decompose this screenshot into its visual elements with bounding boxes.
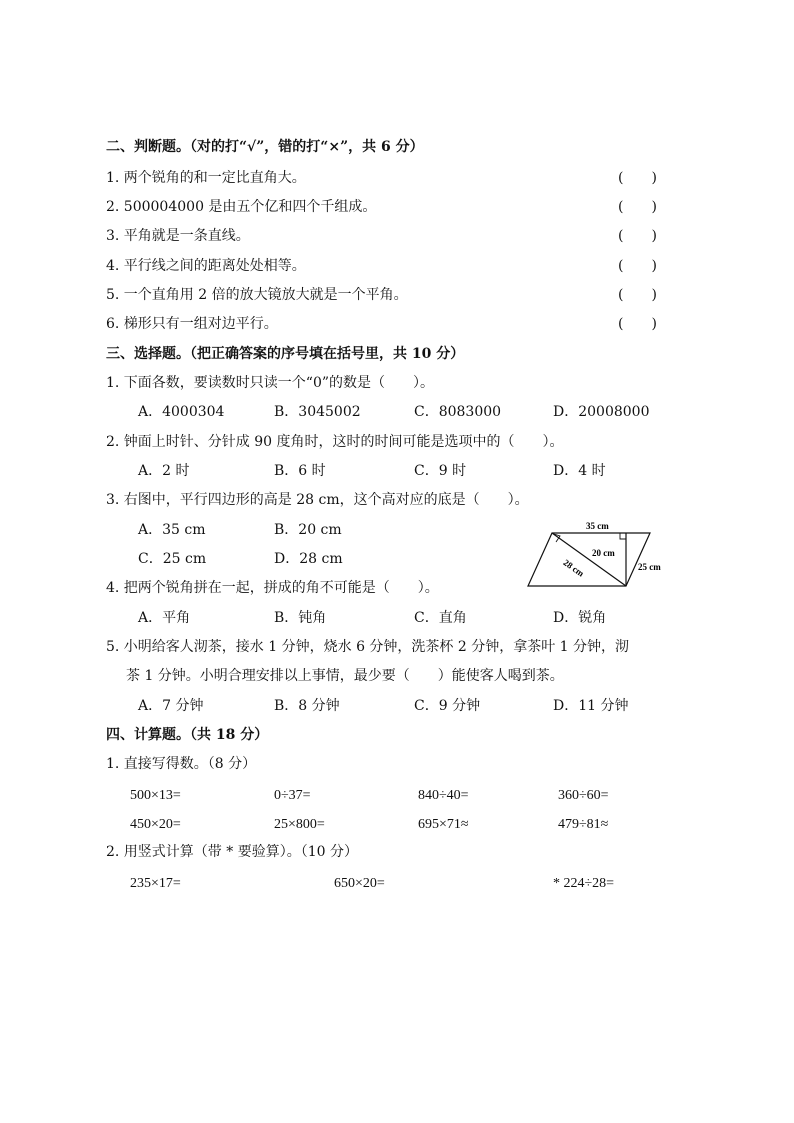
calc-part1-title: 1. 直接写得数。（8 分） — [106, 756, 257, 772]
judge-item-3: 3. 平角就是一条直线。 — [106, 228, 250, 244]
q5-option-a[interactable]: A．7 分钟 — [138, 698, 204, 714]
judge-item-6: 6. 梯形只有一组对边平行。 — [106, 316, 278, 332]
q2-option-a[interactable]: A．2 时 — [138, 463, 190, 479]
judge-answer-6[interactable]: ( ) — [618, 316, 657, 332]
judge-answer-1[interactable]: ( ) — [618, 170, 657, 186]
calc-item: 450×20= — [130, 817, 181, 832]
judge-item-1: 1. 两个锐角的和一定比直角大。 — [106, 170, 306, 186]
q2-option-c[interactable]: C．9 时 — [414, 463, 467, 479]
q1-option-b[interactable]: B．3045002 — [274, 404, 361, 420]
q2-option-d[interactable]: D．4 时 — [553, 463, 606, 479]
q5-option-d[interactable]: D．11 分钟 — [553, 698, 629, 714]
q1-option-d[interactable]: D．20008000 — [553, 404, 650, 420]
choice-q5-line1: 5. 小明给客人沏茶，接水 1 分钟，烧水 6 分钟，洗茶杯 2 分钟，拿茶叶 1 分钟，沏 — [106, 639, 630, 655]
judge-answer-5[interactable]: ( ) — [618, 287, 657, 303]
label-side: 25 cm — [638, 562, 661, 572]
section4-heading: 四、计算题。（共 18 分） — [106, 727, 269, 743]
q3-option-b[interactable]: B．20 cm — [274, 522, 342, 538]
q4-option-a[interactable]: A．平角 — [138, 610, 191, 626]
calc-item: 25×800= — [274, 817, 325, 832]
section3-heading: 三、选择题。（把正确答案的序号填在括号里，共 10 分） — [106, 346, 465, 362]
judge-answer-3[interactable]: ( ) — [618, 228, 657, 244]
q1-option-c[interactable]: C．8083000 — [414, 404, 502, 420]
choice-q2: 2. 钟面上时针、分针成 90 度角时，这时的时间可能是选项中的（ ）。 — [106, 434, 564, 450]
judge-item-2: 2. 500004000 是由五个亿和四个千组成。 — [106, 199, 377, 215]
judge-answer-2[interactable]: ( ) — [618, 199, 657, 215]
q4-option-c[interactable]: C．直角 — [414, 610, 467, 626]
calc-item: 695×71≈ — [418, 817, 469, 832]
vertical-calc-item: 235×17= — [130, 876, 181, 891]
judge-item-5: 5. 一个直角用 2 倍的放大镜放大就是一个平角。 — [106, 287, 408, 303]
q1-option-a[interactable]: A．4000304 — [138, 404, 225, 420]
calc-item: 0÷37= — [274, 788, 311, 803]
parallelogram-figure — [520, 518, 670, 590]
q3-option-d[interactable]: D．28 cm — [274, 551, 343, 567]
q5-option-c[interactable]: C．9 分钟 — [414, 698, 481, 714]
q5-option-b[interactable]: B．8 分钟 — [274, 698, 340, 714]
right-angle-mark-top — [620, 533, 626, 539]
q4-option-d[interactable]: D．锐角 — [553, 610, 607, 626]
judge-answer-4[interactable]: ( ) — [618, 258, 657, 274]
calc-item: 360÷60= — [558, 788, 609, 803]
q3-option-a[interactable]: A．35 cm — [138, 522, 206, 538]
choice-q4: 4. 把两个锐角拼在一起，拼成的角不可能是（ ）。 — [106, 580, 439, 596]
choice-q5-line2: 茶 1 分钟。小明合理安排以上事情，最少要（ ）能使客人喝到茶。 — [126, 668, 564, 684]
label-diag: 28 cm — [561, 557, 586, 579]
calc-part2-title: 2. 用竖式计算（带 * 要验算）。（10 分） — [106, 844, 358, 860]
height-line-diagonal — [552, 533, 626, 586]
calc-item: 479÷81≈ — [558, 817, 609, 832]
choice-q1: 1. 下面各数，要读数时只读一个“0”的数是（ ）。 — [106, 375, 435, 391]
judge-item-4: 4. 平行线之间的距离处处相等。 — [106, 258, 306, 274]
label-top: 35 cm — [586, 521, 609, 531]
section2-heading: 二、判断题。（对的打“√”，错的打“×”，共 6 分） — [106, 139, 424, 155]
label-middle: 20 cm — [592, 548, 615, 558]
vertical-calc-item: * 224÷28= — [553, 876, 615, 891]
choice-q3: 3. 右图中，平行四边形的高是 28 cm，这个高对应的底是（ ）。 — [106, 492, 529, 508]
q3-option-c[interactable]: C．25 cm — [138, 551, 207, 567]
q4-option-b[interactable]: B．钝角 — [274, 610, 327, 626]
calc-item: 500×13= — [130, 788, 181, 803]
calc-item: 840÷40= — [418, 788, 469, 803]
vertical-calc-item: 650×20= — [334, 876, 385, 891]
q2-option-b[interactable]: B．6 时 — [274, 463, 326, 479]
